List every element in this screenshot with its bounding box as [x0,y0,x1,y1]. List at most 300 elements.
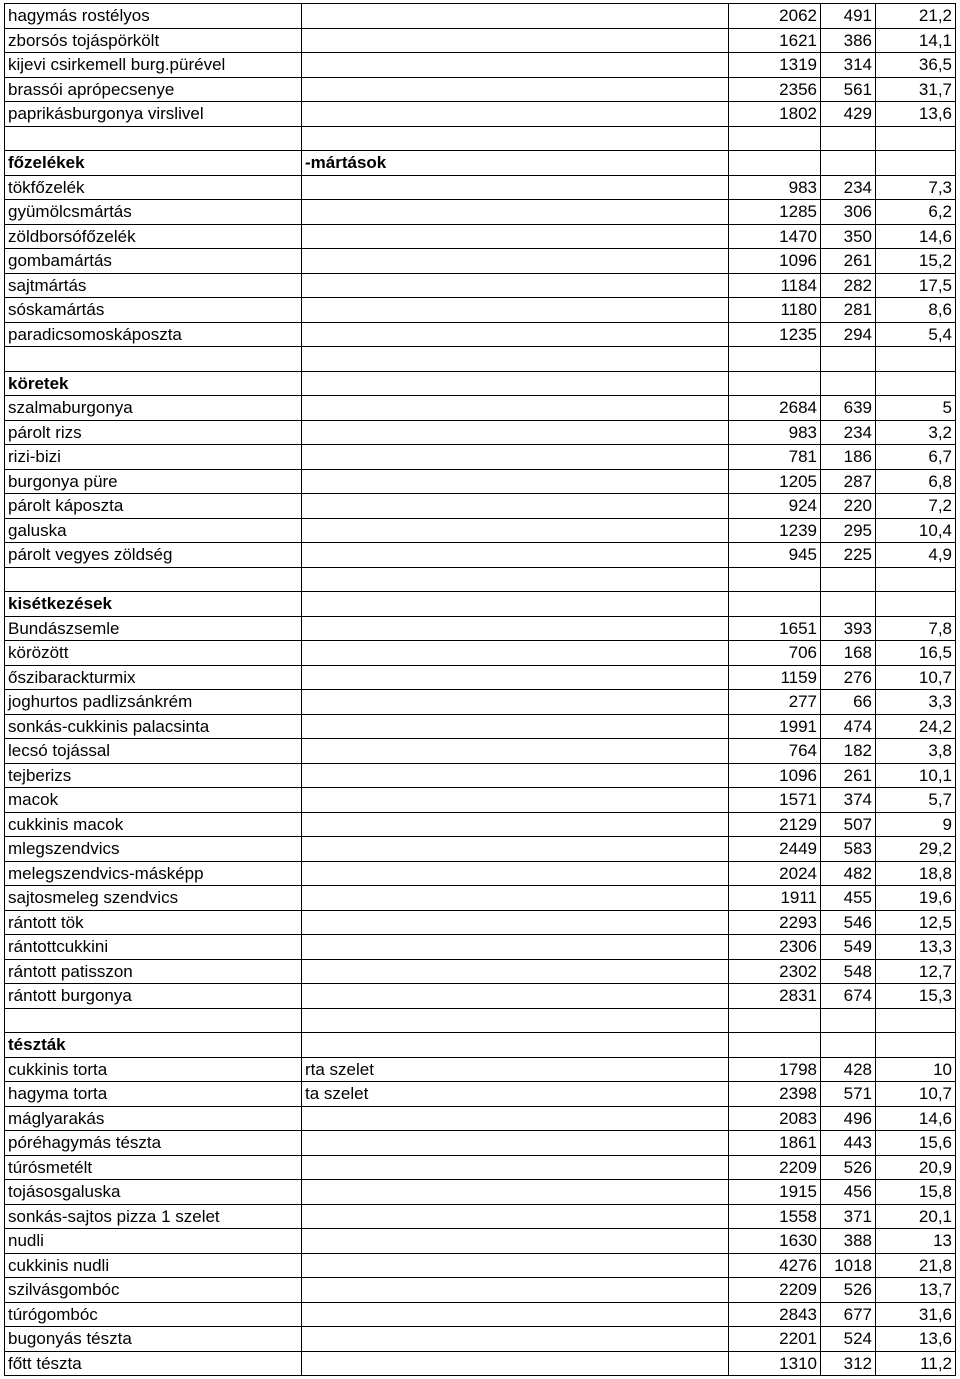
note-cell [302,1131,729,1156]
third-value-cell [876,151,956,176]
kcal-value-cell: 182 [821,739,876,764]
food-name-cell: Bundászsemle [5,616,302,641]
food-name-cell: őszibarackturmix [5,665,302,690]
note-cell [302,984,729,1009]
kcal-value-cell: 261 [821,249,876,274]
note-cell [302,592,729,617]
table-row [5,200,956,225]
kj-value-cell [729,1008,821,1033]
kcal-value-cell: 66 [821,690,876,715]
kcal-value-cell: 526 [821,1278,876,1303]
kj-value-cell: 2209 [729,1278,821,1303]
third-value-cell: 13 [876,1229,956,1254]
kcal-value-cell: 526 [821,1155,876,1180]
kj-value-cell: 2293 [729,910,821,935]
kj-value-cell: 4276 [729,1253,821,1278]
table-row [5,641,956,666]
third-value-cell: 31,7 [876,77,956,102]
kj-value-cell: 1911 [729,886,821,911]
third-value-cell: 7,2 [876,494,956,519]
table-row [5,420,956,445]
kj-value-cell: 2129 [729,812,821,837]
table-row [5,1302,956,1327]
third-value-cell: 13,7 [876,1278,956,1303]
food-name-cell: rántottcukkini [5,935,302,960]
table-row [5,445,956,470]
kj-value-cell: 1630 [729,1229,821,1254]
note-cell [302,1008,729,1033]
note-cell [302,861,729,886]
table-row [5,4,956,29]
note-cell: rta szelet [302,1057,729,1082]
note-cell [302,1033,729,1058]
kcal-value-cell [821,371,876,396]
kj-value-cell: 1159 [729,665,821,690]
kcal-value-cell: 295 [821,518,876,543]
food-name-cell: gyümölcsmártás [5,200,302,225]
table-row [5,396,956,421]
kcal-value-cell: 261 [821,763,876,788]
note-cell [302,53,729,78]
note-cell [302,445,729,470]
food-name-cell: brassói aprópecsenye [5,77,302,102]
food-name-cell: körözött [5,641,302,666]
table-row [5,1082,956,1107]
third-value-cell: 18,8 [876,861,956,886]
kj-value-cell: 1285 [729,200,821,225]
section-title: főzelékek [5,151,302,176]
kj-value-cell: 1802 [729,102,821,127]
table-row [5,1131,956,1156]
table-row [5,175,956,200]
kj-value-cell: 983 [729,420,821,445]
food-name-cell: kijevi csirkemell burg.pürével [5,53,302,78]
food-name-cell: máglyarakás [5,1106,302,1131]
note-cell [302,763,729,788]
third-value-cell: 13,6 [876,1327,956,1352]
empty-row [5,126,956,151]
note-cell [302,837,729,862]
table-row [5,1229,956,1254]
kj-value-cell: 1096 [729,249,821,274]
table-row [5,249,956,274]
kcal-value-cell: 371 [821,1204,876,1229]
note-cell [302,1229,729,1254]
kcal-value-cell: 491 [821,4,876,29]
kcal-value-cell [821,1033,876,1058]
kj-value-cell [729,592,821,617]
third-value-cell: 9 [876,812,956,837]
table-row [5,1351,956,1376]
kcal-value-cell: 287 [821,469,876,494]
table-row [5,1327,956,1352]
note-cell [302,910,729,935]
kcal-value-cell: 393 [821,616,876,641]
note-cell [302,714,729,739]
note-cell [302,665,729,690]
kj-value-cell: 2449 [729,837,821,862]
food-name-cell: párolt vegyes zöldség [5,543,302,568]
kj-value-cell: 1621 [729,28,821,53]
section-title: tészták [5,1033,302,1058]
kcal-value-cell [821,151,876,176]
table-row [5,1253,956,1278]
kcal-value-cell: 548 [821,959,876,984]
kj-value-cell: 1096 [729,763,821,788]
kcal-value-cell [821,347,876,372]
note-cell [302,616,729,641]
section-header-row [5,151,956,176]
third-value-cell [876,371,956,396]
note-cell: -mártások [302,151,729,176]
kj-value-cell: 781 [729,445,821,470]
food-name-cell: rántott tök [5,910,302,935]
kj-value-cell: 2024 [729,861,821,886]
note-cell [302,200,729,225]
kcal-value-cell: 639 [821,396,876,421]
kcal-value-cell: 282 [821,273,876,298]
note-cell [302,1327,729,1352]
note-cell [302,494,729,519]
kj-value-cell: 1239 [729,518,821,543]
note-cell [302,175,729,200]
note-cell [302,641,729,666]
third-value-cell: 10,7 [876,1082,956,1107]
kj-value-cell: 1915 [729,1180,821,1205]
note-cell [302,347,729,372]
third-value-cell: 17,5 [876,273,956,298]
third-value-cell: 14,6 [876,224,956,249]
empty-row [5,567,956,592]
note-cell [302,788,729,813]
kcal-value-cell: 234 [821,175,876,200]
note-cell: ta szelet [302,1082,729,1107]
third-value-cell: 6,8 [876,469,956,494]
kj-value-cell [729,1033,821,1058]
food-name-cell: cukkinis torta [5,1057,302,1082]
kj-value-cell: 2083 [729,1106,821,1131]
section-title: köretek [5,371,302,396]
food-name-cell: burgonya püre [5,469,302,494]
kcal-value-cell: 549 [821,935,876,960]
kcal-value-cell: 507 [821,812,876,837]
kcal-value-cell [821,567,876,592]
third-value-cell: 4,9 [876,543,956,568]
food-name-cell: hagymás rostélyos [5,4,302,29]
note-cell [302,739,729,764]
table-row [5,714,956,739]
kj-value-cell: 1558 [729,1204,821,1229]
kj-value-cell: 924 [729,494,821,519]
food-name-cell: túrósmetélt [5,1155,302,1180]
kcal-value-cell: 350 [821,224,876,249]
third-value-cell: 31,6 [876,1302,956,1327]
table-row [5,1155,956,1180]
third-value-cell: 15,2 [876,249,956,274]
kcal-value-cell: 386 [821,28,876,53]
table-row [5,1278,956,1303]
third-value-cell: 15,6 [876,1131,956,1156]
third-value-cell: 21,8 [876,1253,956,1278]
kcal-value-cell: 294 [821,322,876,347]
food-name-cell: galuska [5,518,302,543]
section-header-row [5,371,956,396]
kj-value-cell: 706 [729,641,821,666]
third-value-cell: 6,2 [876,200,956,225]
note-cell [302,469,729,494]
third-value-cell: 10,7 [876,665,956,690]
kcal-value-cell [821,1008,876,1033]
kcal-value-cell: 374 [821,788,876,813]
table-row [5,1204,956,1229]
third-value-cell: 7,3 [876,175,956,200]
kj-value-cell: 1991 [729,714,821,739]
empty-row [5,1008,956,1033]
table-row [5,788,956,813]
food-name-cell: sajtosmeleg szendvics [5,886,302,911]
food-name-cell [5,126,302,151]
food-name-cell: póréhagymás tészta [5,1131,302,1156]
food-name-cell: tojásosgaluska [5,1180,302,1205]
kcal-value-cell: 546 [821,910,876,935]
third-value-cell: 11,2 [876,1351,956,1376]
food-name-cell: rántott burgonya [5,984,302,1009]
food-name-cell: rántott patisszon [5,959,302,984]
third-value-cell: 36,5 [876,53,956,78]
kj-value-cell: 983 [729,175,821,200]
food-name-cell [5,1008,302,1033]
note-cell [302,567,729,592]
note-cell [302,371,729,396]
note-cell [302,298,729,323]
kcal-value-cell: 234 [821,420,876,445]
table-row [5,494,956,519]
note-cell [302,812,729,837]
table-row [5,77,956,102]
table-row [5,322,956,347]
note-cell [302,4,729,29]
note-cell [302,690,729,715]
food-name-cell: joghurtos padlizsánkrém [5,690,302,715]
food-name-cell: hagyma torta [5,1082,302,1107]
kj-value-cell: 2684 [729,396,821,421]
kj-value-cell: 1184 [729,273,821,298]
food-name-cell: rizi-bizi [5,445,302,470]
third-value-cell: 3,3 [876,690,956,715]
food-name-cell: bugonyás tészta [5,1327,302,1352]
table-row [5,886,956,911]
table-row [5,543,956,568]
empty-row [5,347,956,372]
section-header-row [5,1033,956,1058]
note-cell [302,518,729,543]
food-name-cell: párolt káposzta [5,494,302,519]
note-cell [302,102,729,127]
kj-value-cell [729,126,821,151]
third-value-cell: 12,5 [876,910,956,935]
third-value-cell: 16,5 [876,641,956,666]
table-row [5,1106,956,1131]
kcal-value-cell: 456 [821,1180,876,1205]
table-row [5,224,956,249]
third-value-cell: 13,6 [876,102,956,127]
food-name-cell: főtt tészta [5,1351,302,1376]
third-value-cell: 5 [876,396,956,421]
note-cell [302,224,729,249]
kj-value-cell: 2062 [729,4,821,29]
food-name-cell: paradicsomoskáposzta [5,322,302,347]
kj-value-cell: 1180 [729,298,821,323]
third-value-cell: 20,1 [876,1204,956,1229]
kcal-value-cell: 1018 [821,1253,876,1278]
kcal-value-cell: 312 [821,1351,876,1376]
table-row [5,690,956,715]
kcal-value-cell: 220 [821,494,876,519]
section-header-row [5,592,956,617]
note-cell [302,126,729,151]
kj-value-cell [729,371,821,396]
food-name-cell: mlegszendvics [5,837,302,862]
kj-value-cell: 2843 [729,1302,821,1327]
third-value-cell [876,592,956,617]
kcal-value-cell: 428 [821,1057,876,1082]
kj-value-cell: 2209 [729,1155,821,1180]
kj-value-cell: 2306 [729,935,821,960]
third-value-cell: 10,1 [876,763,956,788]
third-value-cell [876,567,956,592]
kj-value-cell: 1319 [729,53,821,78]
kj-value-cell: 1798 [729,1057,821,1082]
kcal-value-cell: 524 [821,1327,876,1352]
third-value-cell: 8,6 [876,298,956,323]
food-name-cell: zöldborsófőzelék [5,224,302,249]
table-row [5,298,956,323]
table-row [5,739,956,764]
kcal-value-cell [821,126,876,151]
kcal-value-cell: 561 [821,77,876,102]
kj-value-cell: 2398 [729,1082,821,1107]
note-cell [302,322,729,347]
kcal-value-cell: 186 [821,445,876,470]
table-row [5,763,956,788]
kcal-value-cell: 306 [821,200,876,225]
table-row [5,273,956,298]
third-value-cell: 3,8 [876,739,956,764]
note-cell [302,273,729,298]
third-value-cell: 14,1 [876,28,956,53]
kcal-value-cell: 388 [821,1229,876,1254]
note-cell [302,420,729,445]
kcal-value-cell: 674 [821,984,876,1009]
third-value-cell: 20,9 [876,1155,956,1180]
third-value-cell: 10,4 [876,518,956,543]
third-value-cell [876,347,956,372]
food-name-cell: cukkinis macok [5,812,302,837]
section-title: kisétkezések [5,592,302,617]
kj-value-cell: 277 [729,690,821,715]
table-row [5,28,956,53]
note-cell [302,886,729,911]
kcal-value-cell [821,592,876,617]
table-row [5,959,956,984]
food-name-cell: melegszendvics-másképp [5,861,302,886]
food-name-cell: lecsó tojással [5,739,302,764]
third-value-cell: 3,2 [876,420,956,445]
food-name-cell [5,347,302,372]
kj-value-cell [729,567,821,592]
kcal-value-cell: 571 [821,1082,876,1107]
table-row [5,861,956,886]
note-cell [302,1106,729,1131]
third-value-cell: 5,7 [876,788,956,813]
note-cell [302,1204,729,1229]
third-value-cell [876,126,956,151]
kj-value-cell: 1235 [729,322,821,347]
note-cell [302,396,729,421]
third-value-cell: 10 [876,1057,956,1082]
third-value-cell: 19,6 [876,886,956,911]
note-cell [302,1253,729,1278]
third-value-cell: 29,2 [876,837,956,862]
table-row [5,837,956,862]
note-cell [302,28,729,53]
kj-value-cell: 1571 [729,788,821,813]
kj-value-cell: 2201 [729,1327,821,1352]
third-value-cell [876,1008,956,1033]
table-row [5,102,956,127]
kj-value-cell: 1861 [729,1131,821,1156]
third-value-cell: 5,4 [876,322,956,347]
table-row [5,1057,956,1082]
table-row [5,935,956,960]
note-cell [302,959,729,984]
kcal-value-cell: 168 [821,641,876,666]
table-row [5,665,956,690]
note-cell [302,1351,729,1376]
note-cell [302,1302,729,1327]
kcal-value-cell: 482 [821,861,876,886]
kj-value-cell: 2356 [729,77,821,102]
food-name-cell: szilvásgombóc [5,1278,302,1303]
table-row [5,469,956,494]
table-row [5,616,956,641]
table-row [5,1180,956,1205]
table-row [5,518,956,543]
kj-value-cell: 945 [729,543,821,568]
kcal-value-cell: 455 [821,886,876,911]
table-row [5,984,956,1009]
third-value-cell: 6,7 [876,445,956,470]
kcal-value-cell: 496 [821,1106,876,1131]
kcal-value-cell: 314 [821,53,876,78]
third-value-cell [876,1033,956,1058]
kj-value-cell: 1310 [729,1351,821,1376]
food-name-cell: zborsós tojáspörkölt [5,28,302,53]
note-cell [302,1155,729,1180]
kj-value-cell: 1470 [729,224,821,249]
nutrition-table [4,3,956,1376]
kj-value-cell: 1651 [729,616,821,641]
third-value-cell: 12,7 [876,959,956,984]
kcal-value-cell: 443 [821,1131,876,1156]
third-value-cell: 7,8 [876,616,956,641]
kj-value-cell: 2302 [729,959,821,984]
table-row [5,812,956,837]
food-name-cell: sonkás-sajtos pizza 1 szelet [5,1204,302,1229]
kcal-value-cell: 677 [821,1302,876,1327]
kcal-value-cell: 276 [821,665,876,690]
food-name-cell: sajtmártás [5,273,302,298]
